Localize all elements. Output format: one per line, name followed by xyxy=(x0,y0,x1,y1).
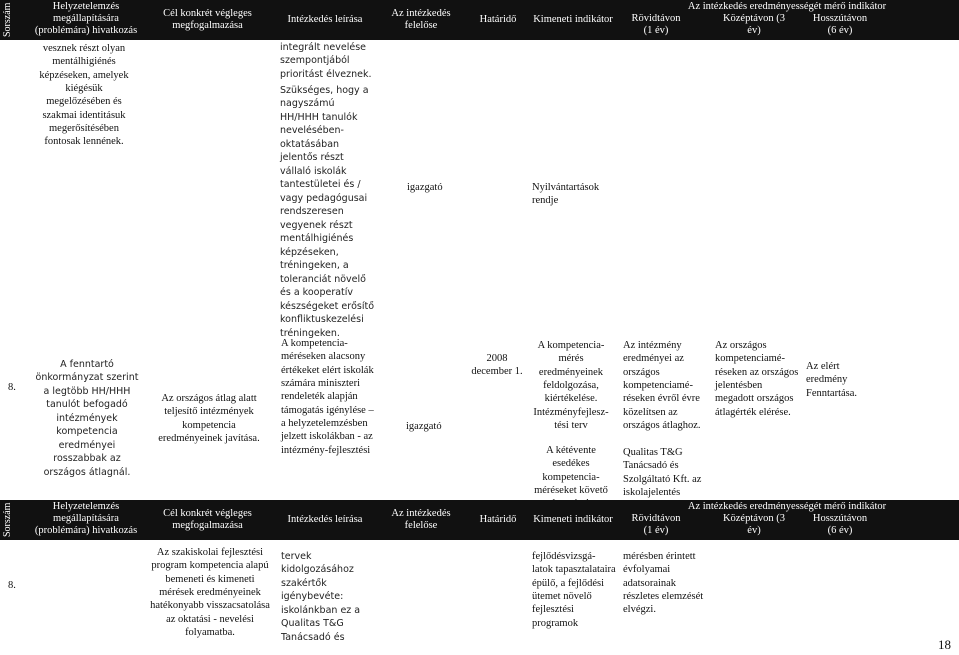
short-term-cell: mérésben érintett évfolyamai adatsorainak részletes elemzését elvégzi. xyxy=(623,551,704,616)
header-responsible: Az intézkedés felelőse xyxy=(391,508,451,532)
header-responsible: Az intézkedés felelőse xyxy=(391,8,451,32)
header-problem: Helyzetelemzés megállapítására (problémára) hivatkozás xyxy=(34,501,138,537)
header-indicator: Kimeneti indikátor xyxy=(533,14,613,25)
problem-cell: vesznek részt olyan mentálhigiénés képzéseken, amelyek kiégésük megelőzésében és szakmai identitásuk megerősítésében fontosak lennének. xyxy=(39,43,129,148)
deadline-cell: 2008 december 1. xyxy=(471,353,523,378)
action-cell-a: integrált nevelése szempontjából prioritást élveznek. xyxy=(280,42,372,80)
row-number: 8. xyxy=(8,382,16,393)
header-short: Rövidtávon (1 év) xyxy=(631,513,681,537)
goal-cell: Az szakiskolai fejlesztési program kompetencia alapú bemeneti és kimeneti mérések eredményeinek hatékonyabb visszacsatolása az oktatási - nevelési folyamatba. xyxy=(150,547,270,638)
header-mid: Középtávon (3 év) xyxy=(722,513,786,537)
header-action: Intézkedés leírása xyxy=(287,14,363,25)
indicator-cell-c: A kétévente esedékes kompetencia-méréseket követő xyxy=(534,445,608,496)
action-cell-b: Szükséges, hogy a nagyszámú HH/HHH tanulók nevelésében-oktatásában jelentős részt vállaló iskolák tantestületei és / vagy pedagógusai rendszeresen vegyenek részt mentálhigiénés képzéseken, tréningeken, a toleranciát növelő és a kooperatív készségeket erősítő konfliktuskezelési tréningeken. xyxy=(280,85,375,339)
responsible-cell: igazgató xyxy=(406,421,442,432)
short-term-cell: Az intézmény eredményei az országos kompetenciamé-réseken évről évre közelítsen az országos átlaghoz. xyxy=(623,340,701,431)
indicator-cell-b: Intézményfejlesz-tési terv xyxy=(533,407,609,432)
header-mid: Középtávon (3 év) xyxy=(722,13,786,37)
problem-cell: A fenntartó önkormányzat szerint a legtöbb HH/HHH tanulót befogadó intézmények kompetencia eredményei rosszabbak az országos átlagnál. xyxy=(35,359,139,478)
long-term-cell: Az elért eredmény Fenntartása. xyxy=(806,361,858,399)
row-number: 8. xyxy=(8,580,16,591)
page-number: 18 xyxy=(938,637,951,652)
header-short: Rövidtávon (1 év) xyxy=(631,13,681,37)
indicator-cell-a: A kompetencia-mérés eredményeinek feldolgozása, kiértékelése. xyxy=(537,340,605,405)
header-sorszam: Sorszám xyxy=(2,2,13,38)
header-deadline: Határidő xyxy=(479,14,517,25)
table-row-continuation xyxy=(0,40,959,339)
header-indicator: Kimeneti indikátor xyxy=(533,514,613,525)
indicator-cell: fejlődésvizsgá-latok tapasztalataira épülő, a fejlődési ütemet növelő fejlesztési programok xyxy=(532,551,616,629)
header-measure-title: Az intézkedés eredményességét mérő indikátor xyxy=(687,501,887,512)
table-header-bottom xyxy=(0,500,959,540)
header-measure-title: Az intézkedés eredményességét mérő indikátor xyxy=(687,1,887,12)
header-long: Hosszútávon (6 év) xyxy=(812,513,868,537)
table-row-8 xyxy=(0,334,959,500)
header-sorszam: Sorszám xyxy=(2,502,13,538)
short-term-cell-b: Qualitas T&G Tanácsadó és Szolgáltató Kft. az iskolajelentés xyxy=(623,447,702,498)
action-cell: A kompetencia-méréseken alacsony értékeket elért iskolák számára miniszteri rendeleték alapján támogatás igénylése – a helyzetelemzésben jelzett iskolákban - az intézmény-fejlesztési xyxy=(281,338,374,456)
indicator-cell: Nyilvántartások rendje xyxy=(532,182,600,207)
header-action: Intézkedés leírása xyxy=(287,514,363,525)
table-row-8-continued xyxy=(0,542,959,655)
responsible-cell: igazgató xyxy=(407,182,443,193)
table-header-top xyxy=(0,0,959,40)
mid-term-cell: Az országos kompetenciamé-réseken az országos jelentésben megadott országos átlagérték elérése. xyxy=(715,340,799,418)
header-goal: Cél konkrét végleges megfogalmazása xyxy=(163,8,252,32)
header-problem: Helyzetelemzés megállapítására (problémára) hivatkozás xyxy=(34,1,138,37)
header-long: Hosszútávon (6 év) xyxy=(812,13,868,37)
header-goal: Cél konkrét végleges megfogalmazása xyxy=(163,508,252,532)
action-cell: tervek kidolgozásához szakértők igénybevéte: iskolánkban ez a Qualitas T&G Tanácsadó és xyxy=(281,551,361,643)
header-deadline: Határidő xyxy=(479,514,517,525)
goal-cell: Az országos átlag alatt teljesítő intézmények kompetencia eredményeinek javítása. xyxy=(158,393,260,444)
